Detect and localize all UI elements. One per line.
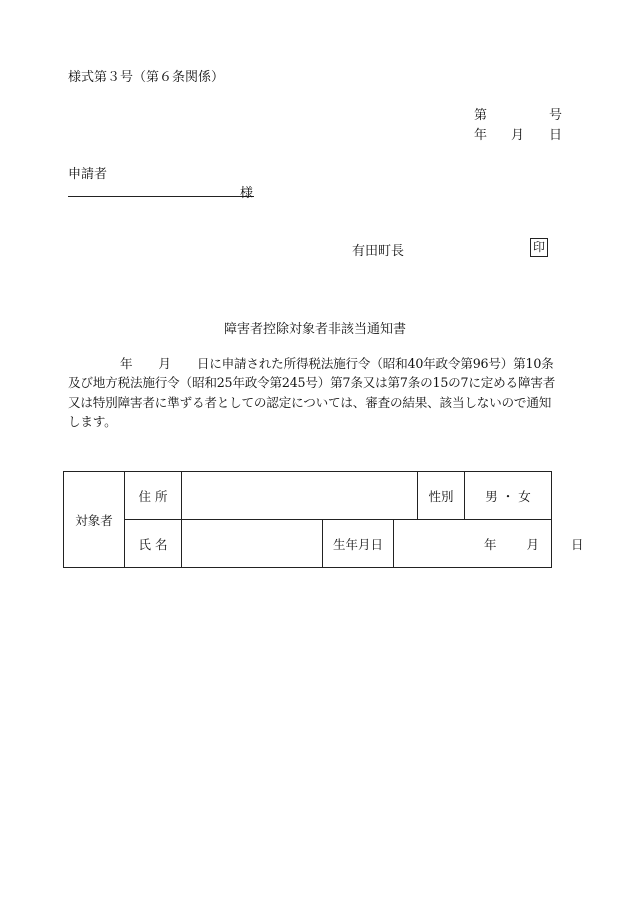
document-title: 障害者控除対象者非該当通知書 [223, 322, 406, 337]
seal-mark: 印 [530, 238, 548, 257]
date-day-label: 日 [549, 128, 563, 143]
subject-table [63, 471, 584, 568]
name-label-cell [125, 520, 182, 568]
address-value-cell[interactable] [182, 472, 418, 520]
subject-label: 対象者 [75, 512, 113, 528]
name-value-cell[interactable] [182, 520, 323, 568]
body-year-label: 年 [120, 356, 133, 371]
subject-label-cell [64, 472, 125, 568]
notice-body [68, 354, 558, 431]
form-number: 様式第３号（第６条関係） [68, 70, 225, 85]
gender-options: 男 ・ 女 [485, 488, 531, 504]
birthdate-value-cell[interactable] [394, 520, 584, 568]
address-label: 住 所 [138, 488, 168, 504]
date-year-label: 年 [474, 128, 488, 143]
name-label: 氏 名 [138, 536, 168, 552]
birth-year-label: 年 [484, 536, 497, 552]
birth-month-label: 月 [526, 536, 540, 552]
birthdate-label: 生年月日 [332, 536, 383, 552]
issuer-title: 有田町長 [352, 244, 405, 259]
gender-label: 性別 [428, 488, 454, 504]
document-number-suffix: 号 [549, 108, 563, 123]
birth-day-label: 日 [571, 536, 584, 552]
body-text: 日に申請された所得税法施行令（昭和40年政令第96号）第10条及び地方税法施行令（昭和25年政令第245号）第7条又は第7条の15の7に定める障害者又は特別障害者に準ずる者としての認定については、審査の結果、該当しないので通知します。 [68, 356, 556, 429]
table-row [64, 472, 552, 520]
address-label-cell [125, 472, 182, 520]
applicant-name-line [68, 196, 254, 197]
document-number-prefix: 第 [474, 108, 488, 123]
gender-value-cell[interactable] [465, 472, 552, 520]
applicant-honorific: 様 [240, 186, 254, 201]
body-month-label: 月 [158, 356, 171, 371]
birthdate-label-cell [323, 520, 394, 568]
gender-label-cell [418, 472, 465, 520]
date-month-label: 月 [511, 128, 525, 143]
applicant-label: 申請者 [68, 167, 108, 182]
table-row [64, 520, 552, 568]
